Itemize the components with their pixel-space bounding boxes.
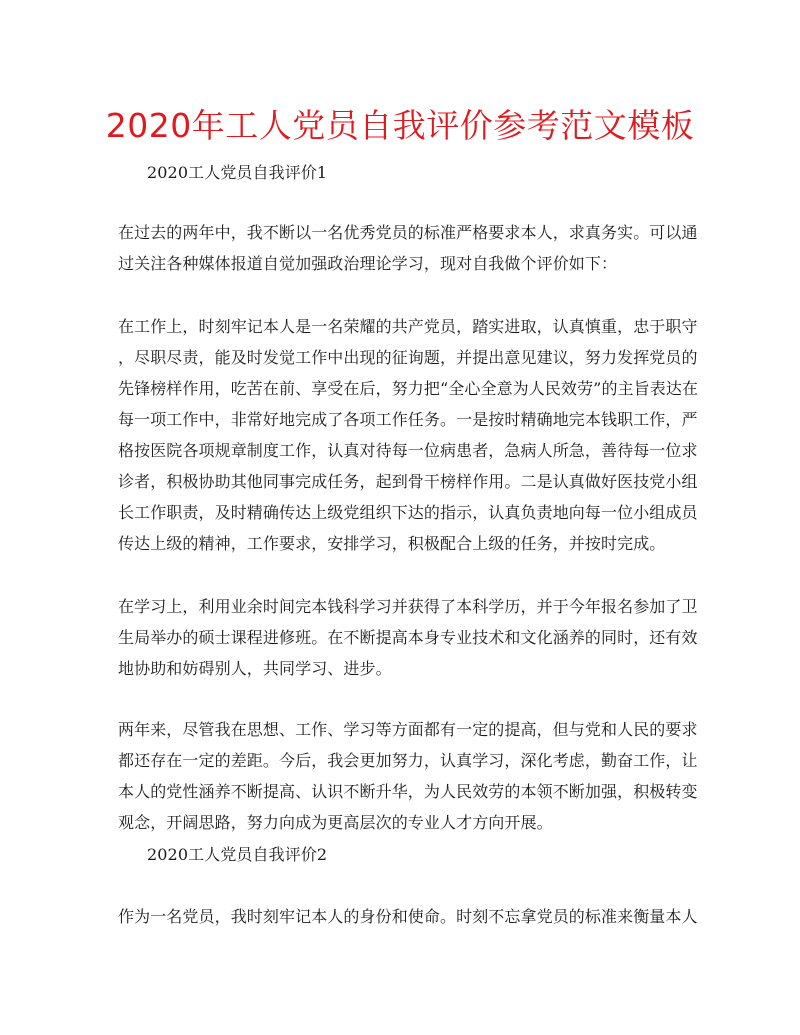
- paragraph-line: 在过去的两年中，我不断以一名优秀党员的标准严格要求本人，求真务实。可以通: [118, 223, 698, 242]
- paragraph-line: 长工作职责，及时精确传达上级党组织下达的指示，认真负责地向每一位小组成员: [118, 503, 698, 522]
- paragraph-line: 每一项工作中，非常好地完成了各项工作任务。一是按时精确地完本钱职工作，严: [118, 410, 698, 429]
- paragraph-line: ，尽职尽责，能及时发觉工作中出现的征询题，并提出意见建议，努力发挥党员的: [118, 348, 698, 367]
- paragraph-line: 都还存在一定的差距。今后，我会更加努力，认真学习，深化考虑，勤奋工作，让: [118, 751, 698, 770]
- paragraph-line: 先锋榜样作用，吃苦在前、享受在后，努力把“全心全意为人民效劳”的主旨表达在: [118, 379, 699, 398]
- paragraph-line: 地协助和妨碍别人，共同学习、进步。: [118, 659, 392, 678]
- paragraph-line: 生局举办的硕士课程进修班。在不断提高本身专业技术和文化涵养的同时，还有效: [118, 628, 698, 647]
- paragraph-line: 传达上级的精神，工作要求，安排学习，积极配合上级的任务，并按时完成。: [118, 534, 666, 553]
- section-heading-1: 2020工人党员自我评价1: [147, 163, 328, 182]
- section-heading-2: 2020工人党员自我评价2: [147, 845, 328, 864]
- paragraph-line: 在工作上，时刻牢记本人是一名荣耀的共产党员，踏实进取，认真慎重，忠于职守: [118, 317, 698, 336]
- paragraph-line: 两年来，尽管我在思想、工作、学习等方面都有一定的提高，但与党和人民的要求: [118, 720, 698, 739]
- paragraph-line: 在学习上，利用业余时间完本钱科学习并获得了本科学历，并于今年报名参加了卫: [118, 597, 698, 616]
- paragraph-line: 本人的党性涵养不断提高、认识不断升华，为人民效劳的本领不断加强，积极转变: [118, 782, 698, 801]
- paragraph-line: 作为一名党员，我时刻牢记本人的身份和使命。时刻不忘拿党员的标准来衡量本人: [118, 907, 698, 926]
- document-title: 2020年工人党员自我评价参考范文模板: [105, 106, 695, 145]
- paragraph-line: 观念，开阔思路，努力向成为更高层次的专业人才方向开展。: [118, 813, 553, 832]
- paragraph-line: 格按医院各项规章制度工作，认真对待每一位病患者，急病人所急，善待每一位求: [118, 441, 698, 460]
- paragraph-line: 过关注各种媒体报道自觉加强政治理论学习，现对自我做个评价如下：: [118, 254, 618, 273]
- paragraph-line: 诊者，积极协助其他同事完成任务，起到骨干榜样作用。二是认真做好医技党小组: [118, 472, 698, 491]
